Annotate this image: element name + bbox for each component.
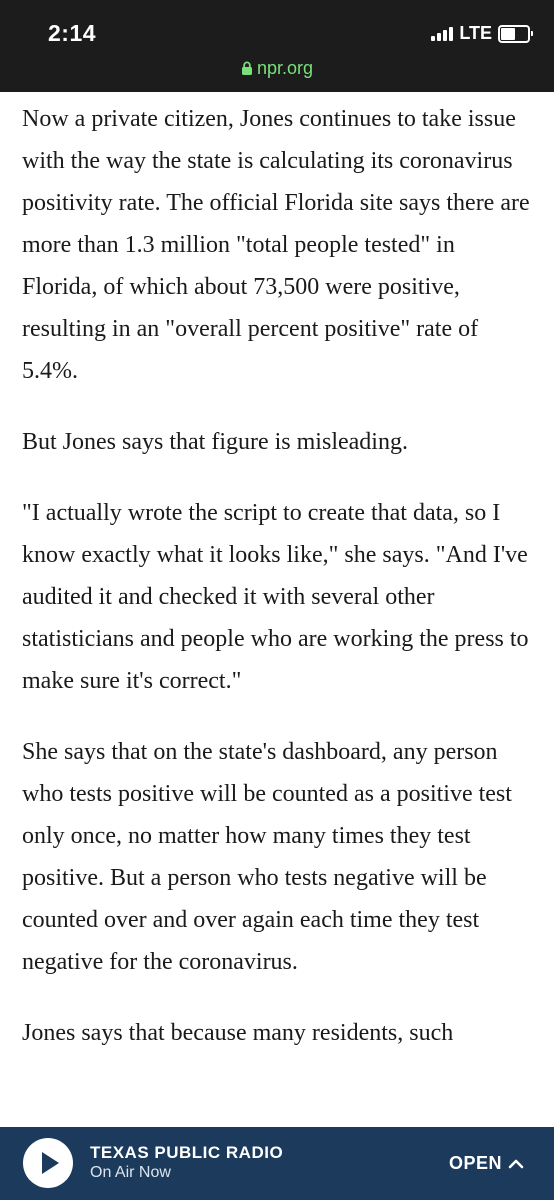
lock-icon	[241, 61, 253, 76]
battery-icon	[498, 25, 530, 43]
station-name: TEXAS PUBLIC RADIO	[90, 1143, 284, 1162]
status-icons	[431, 23, 530, 44]
radio-player-bar	[0, 1127, 554, 1200]
status-bar	[0, 0, 554, 92]
signal-strength-icon	[431, 26, 453, 41]
article-paragraph: Now a private citizen, Jones continues to take issue with the way the state is calculating its coronavirus positivity rate. The official Florida site says there are more than 1.3 million "total people tested" in Florida, of which about 73,500 were positive, resulting in an "overall percent positive" rate of 5.4%.	[22, 106, 530, 384]
address-bar[interactable]	[0, 58, 554, 79]
article-body	[22, 98, 532, 1083]
article-paragraph: She says that on the state's dashboard, any person who tests positive will be counted as a positive test only once, no matter how many times they test positive. But a person who tests negative will be counted over and over again each time they test negative for the coronavirus.	[22, 739, 512, 975]
article-paragraph: Jones says that because many residents, such	[22, 1020, 454, 1046]
article-paragraph: But Jones says that figure is misleading.	[22, 429, 408, 455]
network-type: LTE	[459, 23, 492, 43]
open-label: OPEN	[448, 1153, 502, 1173]
article-paragraph: "I actually wrote the script to create that data, so I know exactly what it looks like," she says. "And I've audited it and checked it with several other statisticians and people who are working the press to make sure it's correct."	[22, 500, 529, 694]
on-air-status: On Air Now	[90, 1164, 171, 1181]
clock: 2:14	[48, 20, 97, 46]
url-text: npr.org	[256, 58, 314, 78]
chevron-up-icon	[508, 1158, 524, 1169]
open-player-button[interactable]	[449, 1153, 524, 1174]
play-icon[interactable]	[23, 1138, 73, 1188]
